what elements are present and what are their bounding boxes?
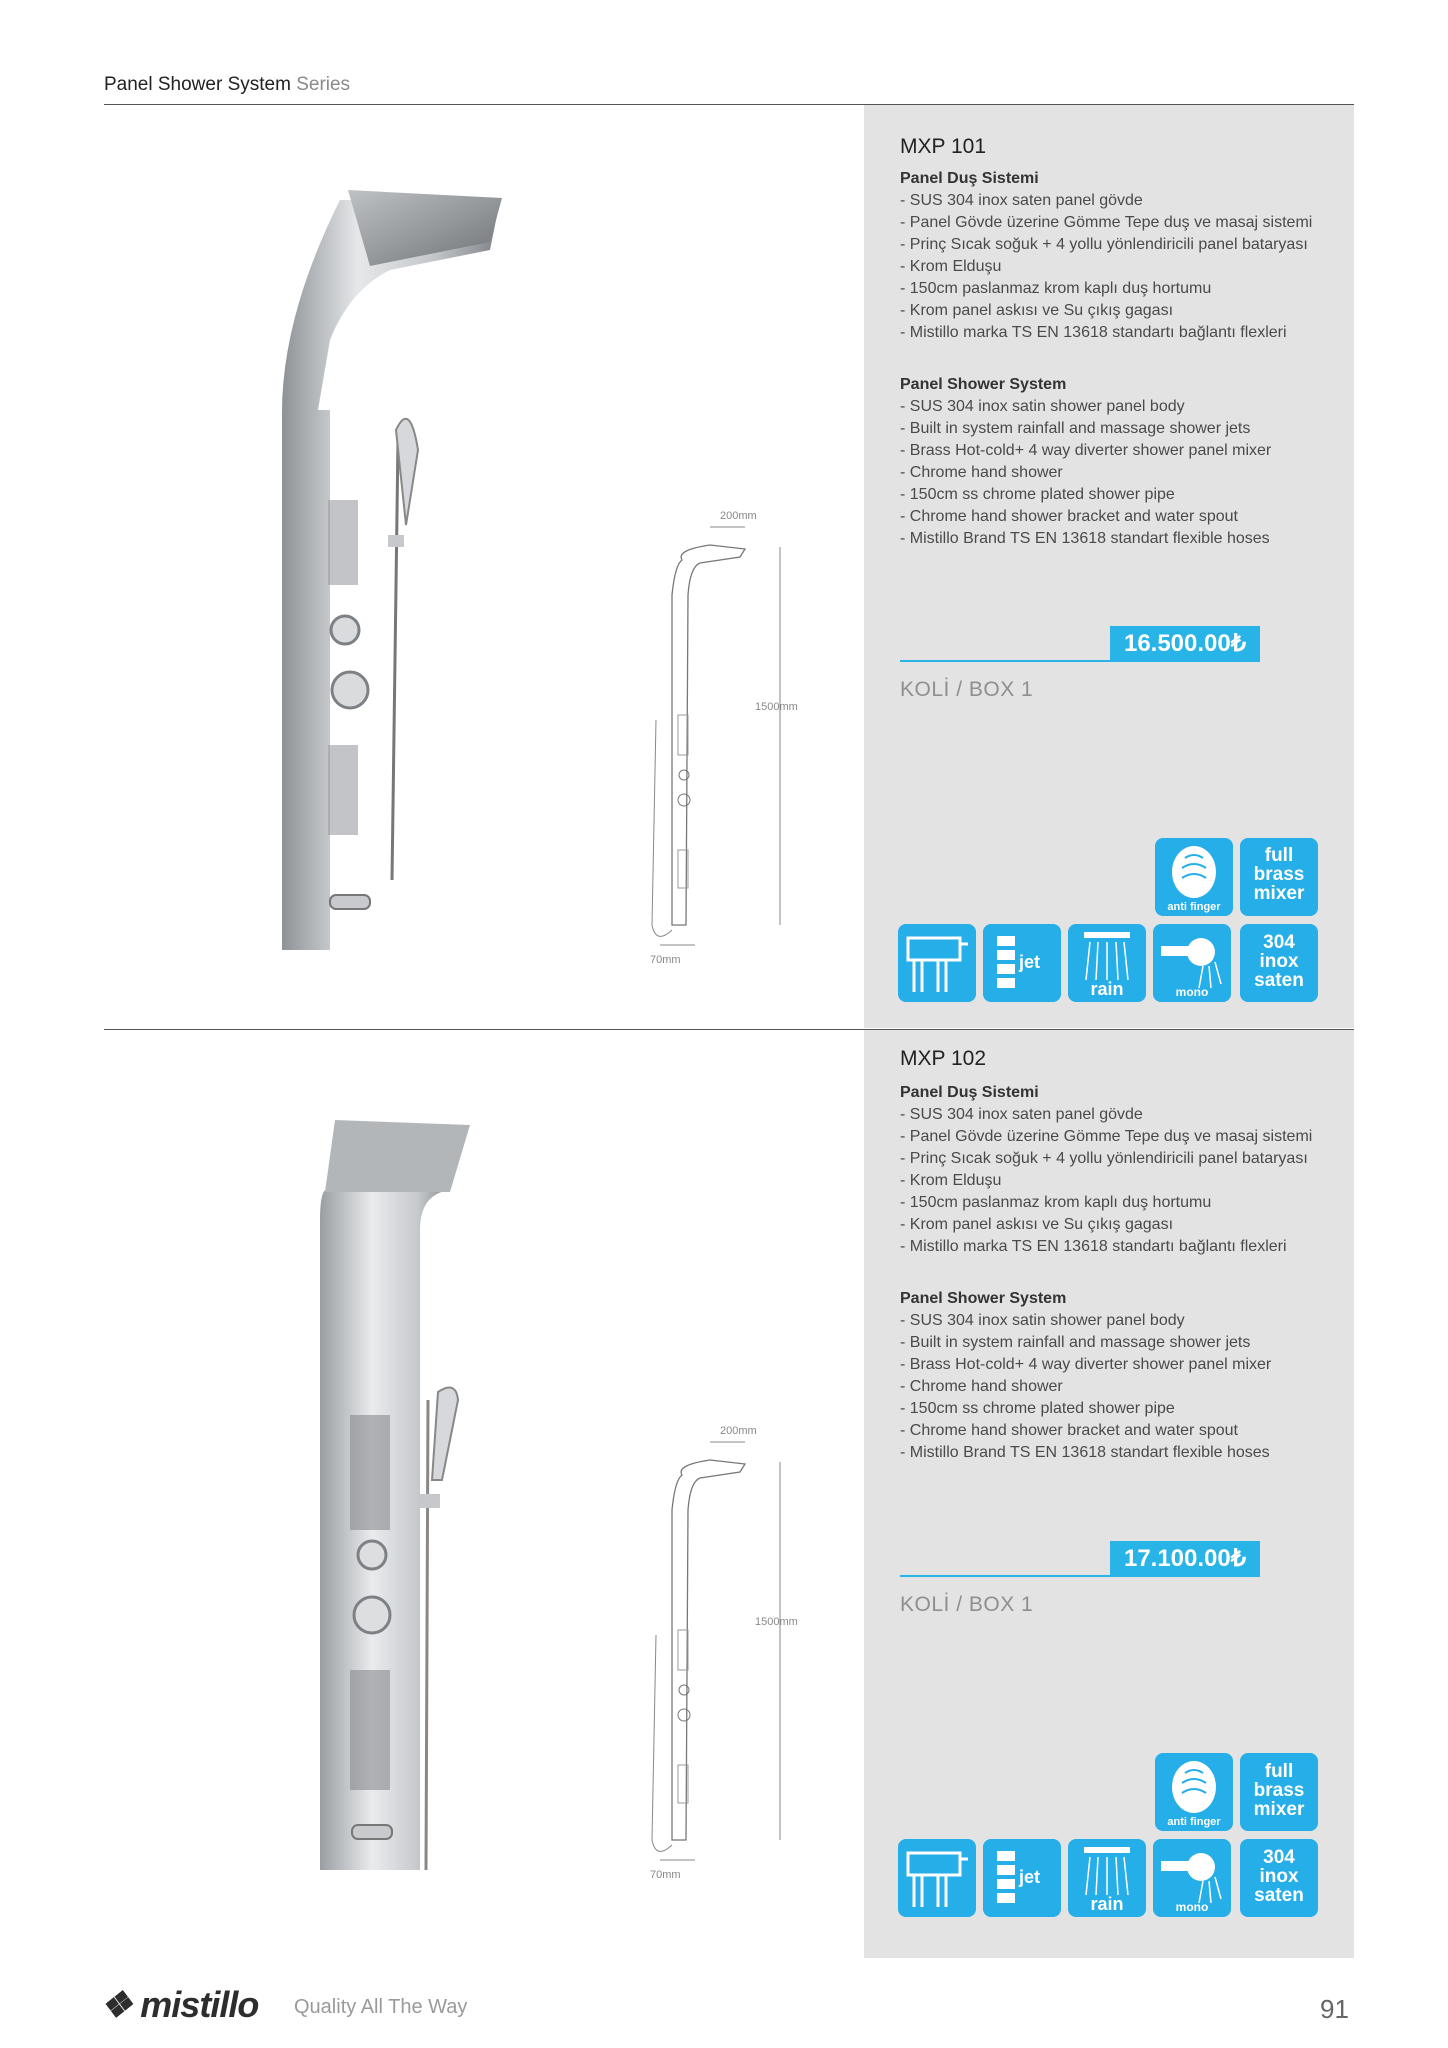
list-item: - 150cm ss chrome plated shower pipe [900, 486, 1175, 503]
list-item: - Mistillo Brand TS EN 13618 standart flexible hoses [900, 1444, 1270, 1461]
panel-mixer-icon [898, 1839, 976, 1917]
list-item: - Prinç Sıcak soğuk + 4 yollu yönlendiricili panel bataryası [900, 236, 1308, 253]
inox-line-3: saten [1254, 1885, 1304, 1906]
product-2-photo [300, 1110, 500, 1880]
product-2-dim-width: 200mm [720, 1425, 757, 1437]
full-brass-line-1: full [1264, 845, 1294, 866]
mono-icon [1153, 924, 1231, 1002]
header-series: Series [296, 74, 351, 95]
product-1-features-tr [900, 168, 1350, 344]
full-brass-line-3: mixer [1253, 883, 1305, 904]
list-item: - Chrome hand shower [900, 464, 1063, 481]
list-item: - Chrome hand shower bracket and water spout [900, 508, 1238, 525]
product-2-dim-depth: 70mm [650, 1869, 681, 1881]
mono-icon [1153, 1839, 1231, 1917]
product-1-price: 16.500.00₺ [1110, 626, 1260, 662]
product-1-dim-depth: 70mm [650, 954, 681, 966]
product-1-code: MXP 101 [900, 135, 986, 158]
product-1-dimension-drawing [620, 505, 820, 975]
panel-mixer-icon [898, 924, 976, 1002]
mono-label: mono [1175, 985, 1209, 999]
list-item: - Krom Elduşu [900, 258, 1002, 275]
list-item: - Chrome hand shower bracket and water spout [900, 1422, 1238, 1439]
rain-label: rain [1090, 979, 1124, 999]
product-1-en-title: Panel Shower System [900, 376, 1067, 393]
inox-line-3: saten [1254, 970, 1304, 991]
jet-label: jet [1019, 1867, 1041, 1887]
product-1-features-en [900, 374, 1350, 550]
inox-line-1: 304 [1263, 1847, 1295, 1868]
list-item: - 150cm paslanmaz krom kaplı duş hortumu [900, 1194, 1212, 1211]
anti-finger-label: anti finger [1167, 1816, 1221, 1828]
rain-icon [1068, 924, 1146, 1002]
page-number: 91 [1320, 1994, 1349, 2024]
mono-label: mono [1175, 1900, 1209, 1914]
list-item: - SUS 304 inox satin shower panel body [900, 398, 1185, 415]
list-item: - Built in system rainfall and massage shower jets [900, 1334, 1251, 1351]
list-item: - Brass Hot-cold+ 4 way diverter shower panel mixer [900, 1356, 1272, 1373]
anti-finger-icon [1155, 838, 1233, 916]
product-2-tr-title: Panel Duş Sistemi [900, 1084, 1039, 1101]
list-item: - Prinç Sıcak soğuk + 4 yollu yönlendiricili panel bataryası [900, 1150, 1308, 1167]
jet-icon [983, 1839, 1061, 1917]
rain-label: rain [1090, 1894, 1124, 1914]
list-item: - Chrome hand shower [900, 1378, 1063, 1395]
list-item: - 150cm ss chrome plated shower pipe [900, 1400, 1175, 1417]
product-2-dimension-drawing [620, 1420, 820, 1890]
list-item: - SUS 304 inox saten panel gövde [900, 192, 1143, 209]
list-item: - Built in system rainfall and massage shower jets [900, 420, 1251, 437]
product-1-tr-title: Panel Duş Sistemi [900, 170, 1039, 187]
brand-name: mistillo [140, 1984, 259, 2025]
full-brass-mixer-icon [1240, 838, 1318, 916]
header-title: Panel Shower System [104, 74, 291, 95]
product-2-price: 17.100.00₺ [1110, 1541, 1260, 1577]
inox-line-1: 304 [1263, 932, 1295, 953]
anti-finger-icon [1155, 1753, 1233, 1831]
jet-icon [983, 924, 1061, 1002]
anti-finger-label: anti finger [1167, 901, 1221, 913]
product-2-features-en [900, 1288, 1350, 1464]
list-item: - SUS 304 inox satin shower panel body [900, 1312, 1185, 1329]
product-1-dim-width: 200mm [720, 510, 757, 522]
inox-saten-icon [1240, 924, 1318, 1002]
full-brass-line-2: brass [1253, 1780, 1305, 1801]
list-item: - Krom Elduşu [900, 1172, 1002, 1189]
page-header [104, 74, 350, 96]
list-item: - Panel Gövde üzerine Gömme Tepe duş ve masaj sistemi [900, 1128, 1313, 1145]
brand-mark-icon: ❖ [100, 1984, 132, 2025]
product-2-en-title: Panel Shower System [900, 1290, 1067, 1307]
brand-tagline: Quality All The Way [294, 1996, 468, 2018]
full-brass-line-1: full [1264, 1761, 1294, 1782]
jet-label: jet [1019, 952, 1041, 972]
full-brass-line-3: mixer [1253, 1799, 1305, 1820]
product-2-code: MXP 102 [900, 1047, 986, 1070]
product-1-photo [270, 180, 530, 960]
full-brass-mixer-icon [1240, 1753, 1318, 1831]
inox-saten-icon [1240, 1839, 1318, 1917]
product-1-dim-height: 1500mm [755, 701, 798, 713]
list-item: - Brass Hot-cold+ 4 way diverter shower panel mixer [900, 442, 1272, 459]
list-item: - SUS 304 inox saten panel gövde [900, 1106, 1143, 1123]
list-item: - 150cm paslanmaz krom kaplı duş hortumu [900, 280, 1212, 297]
list-item: - Panel Gövde üzerine Gömme Tepe duş ve masaj sistemi [900, 214, 1313, 231]
list-item: - Krom panel askısı ve Su çıkış gagası [900, 1216, 1174, 1233]
list-item: - Mistillo marka TS EN 13618 standartı bağlantı flexleri [900, 1238, 1287, 1255]
product-1-price-line [900, 660, 1110, 662]
product-2-price-line [900, 1575, 1110, 1577]
rain-icon [1068, 1839, 1146, 1917]
list-item: - Mistillo marka TS EN 13618 standartı bağlantı flexleri [900, 324, 1287, 341]
product-2-dim-height: 1500mm [755, 1616, 798, 1628]
inox-line-2: inox [1259, 1866, 1299, 1887]
inox-line-2: inox [1259, 951, 1299, 972]
product-1-box: KOLİ / BOX 1 [900, 678, 1034, 701]
full-brass-line-2: brass [1253, 864, 1305, 885]
product-2-features-tr [900, 1082, 1350, 1258]
product-2-box: KOLİ / BOX 1 [900, 1593, 1034, 1616]
list-item: - Krom panel askısı ve Su çıkış gagası [900, 302, 1174, 319]
brand-logo [100, 1984, 258, 2026]
list-item: - Mistillo Brand TS EN 13618 standart flexible hoses [900, 530, 1270, 547]
